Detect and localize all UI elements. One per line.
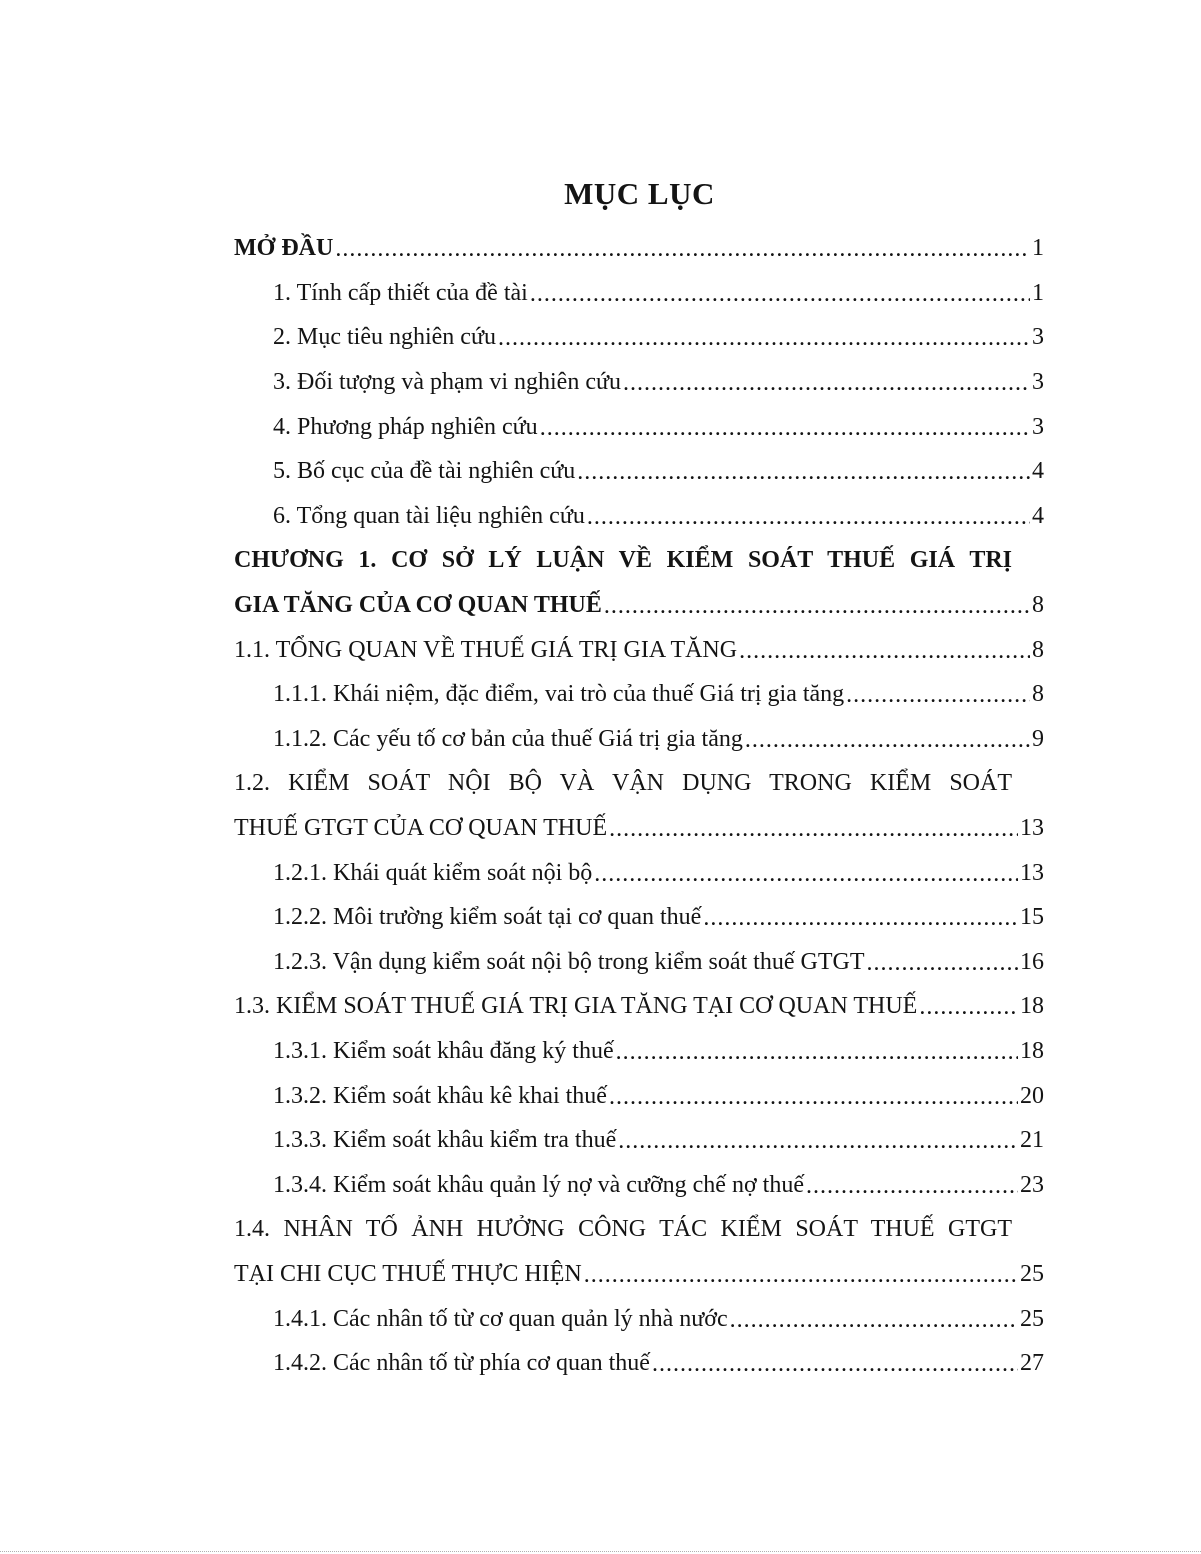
dot-leader xyxy=(609,817,1018,841)
toc-entry-text: 1.2.1. Khái quát kiểm soát nội bộ xyxy=(273,859,593,886)
toc-entry-text: 1.3. KIỂM SOÁT THUẾ GIÁ TRỊ GIA TĂNG TẠI CƠ QUAN THUẾ xyxy=(234,993,918,1020)
dot-leader xyxy=(730,1308,1018,1332)
toc-entry-text: 1. Tính cấp thiết của đề tài xyxy=(273,279,528,306)
toc-entry-1-3-2[interactable] xyxy=(234,1073,1044,1118)
dot-leader xyxy=(335,237,1030,261)
toc-entry-text: 1.2.3. Vận dụng kiểm soát nội bộ trong kiểm soát thuế GTGT xyxy=(273,948,865,975)
toc-entry-1-4-line-1[interactable] xyxy=(234,1207,1044,1252)
toc-entry-text: 1.1.2. Các yếu tố cơ bản của thuế Giá trị gia tăng xyxy=(273,725,743,752)
toc-entry-text: 1.3.3. Kiểm soát khâu kiểm tra thuế xyxy=(273,1127,617,1154)
dot-leader xyxy=(652,1352,1018,1376)
toc-page-number: 15 xyxy=(1020,904,1044,931)
dot-leader xyxy=(584,1263,1018,1287)
toc-entry-text: 1.2. KIỂM SOÁT NỘI BỘ VÀ VẬN DỤNG TRONG KIỂM SOÁT xyxy=(234,770,1012,797)
dot-leader xyxy=(540,416,1030,440)
toc-entry-1[interactable] xyxy=(234,271,1044,316)
toc-entry-text: 1.4.1. Các nhân tố từ cơ quan quản lý nhà nước xyxy=(273,1305,728,1332)
dot-leader xyxy=(745,728,1030,752)
toc-entry-text: 1.3.4. Kiểm soát khâu quản lý nợ và cưỡng chế nợ thuế xyxy=(273,1171,804,1198)
toc-entry-chuong-1-line-1[interactable] xyxy=(234,538,1044,583)
toc-page-number: 13 xyxy=(1020,859,1044,886)
toc-entry-text: 1.1.1. Khái niệm, đặc điểm, vai trò của thuế Giá trị gia tăng xyxy=(273,681,845,708)
toc-page-number: 18 xyxy=(1020,993,1044,1020)
toc-entry-text: TẠI CHI CỤC THUẾ THỰC HIỆN xyxy=(234,1260,582,1287)
toc-page-number: 13 xyxy=(1020,815,1044,842)
toc-entry-mo-dau[interactable] xyxy=(234,226,1044,271)
toc-entry-text: 1.2.2. Môi trường kiểm soát tại cơ quan thuế xyxy=(273,904,702,931)
dot-leader xyxy=(530,282,1030,306)
toc-page-number: 25 xyxy=(1020,1260,1044,1287)
toc-page-number: 1 xyxy=(1032,235,1044,262)
toc-entry-1-3[interactable] xyxy=(234,984,1044,1029)
toc-page-number: 8 xyxy=(1032,592,1044,619)
toc-entry-1-3-1[interactable] xyxy=(234,1029,1044,1074)
toc-page-number: 3 xyxy=(1032,413,1044,440)
toc-page-number: 9 xyxy=(1032,725,1044,752)
toc-entry-text: 1.3.2. Kiểm soát khâu kê khai thuế xyxy=(273,1082,607,1109)
toc-entry-text: CHƯƠNG 1. CƠ SỞ LÝ LUẬN VỀ KIỂM SOÁT THUẾ GIÁ TRỊ xyxy=(234,547,1012,574)
dot-leader xyxy=(616,1040,1018,1064)
toc-entry-5[interactable] xyxy=(234,449,1044,494)
page-title: MỤC LỤC xyxy=(564,176,715,211)
dot-leader xyxy=(609,1085,1018,1109)
dot-leader xyxy=(623,371,1030,395)
toc-page-number: 27 xyxy=(1020,1350,1044,1377)
toc-entry-text: 1.3.1. Kiểm soát khâu đăng ký thuế xyxy=(273,1037,614,1064)
toc-entry-4[interactable] xyxy=(234,404,1044,449)
toc-entry-text: MỞ ĐẦU xyxy=(234,235,334,262)
toc-page-number: 20 xyxy=(1020,1082,1044,1109)
dot-leader xyxy=(806,1174,1018,1198)
dot-leader xyxy=(618,1129,1018,1153)
toc-entry-text: 5. Bố cục của đề tài nghiên cứu xyxy=(273,458,576,485)
dot-leader xyxy=(594,862,1018,886)
toc-entry-text: 1.1. TỔNG QUAN VỀ THUẾ GIÁ TRỊ GIA TĂNG xyxy=(234,636,738,663)
toc-page-number: 8 xyxy=(1032,681,1044,708)
table-of-contents xyxy=(234,226,1044,1385)
toc-entry-1-3-4[interactable] xyxy=(234,1162,1044,1207)
dot-leader xyxy=(498,326,1030,350)
dot-leader xyxy=(919,995,1018,1019)
toc-page-number: 3 xyxy=(1032,324,1044,351)
toc-entry-text: 3. Đối tượng và phạm vi nghiên cứu xyxy=(273,369,621,396)
toc-entry-text: 2. Mục tiêu nghiên cứu xyxy=(273,324,496,351)
toc-entry-text: 4. Phương pháp nghiên cứu xyxy=(273,413,538,440)
toc-page-number: 25 xyxy=(1020,1305,1044,1332)
dot-leader xyxy=(703,906,1018,930)
toc-entry-1-1[interactable] xyxy=(234,627,1044,672)
dot-leader xyxy=(846,683,1030,707)
toc-entry-3[interactable] xyxy=(234,360,1044,405)
dot-leader xyxy=(577,460,1030,484)
toc-entry-6[interactable] xyxy=(234,494,1044,539)
toc-entry-1-2-1[interactable] xyxy=(234,850,1044,895)
toc-entry-text: 1.4.2. Các nhân tố từ phía cơ quan thuế xyxy=(273,1350,650,1377)
toc-page-number: 4 xyxy=(1032,502,1044,529)
dot-leader xyxy=(866,951,1018,975)
toc-page-number: 18 xyxy=(1020,1037,1044,1064)
toc-page-number: 23 xyxy=(1020,1171,1044,1198)
toc-entry-1-2-2[interactable] xyxy=(234,895,1044,940)
toc-entry-1-4-2[interactable] xyxy=(234,1341,1044,1386)
page-bottom-divider xyxy=(0,1551,1201,1553)
toc-entry-1-2-line-1[interactable] xyxy=(234,761,1044,806)
toc-entry-text: GIA TĂNG CỦA CƠ QUAN THUẾ xyxy=(234,592,602,619)
toc-entry-chuong-1-line-2[interactable] xyxy=(234,583,1044,628)
toc-page-number: 3 xyxy=(1032,369,1044,396)
dot-leader xyxy=(739,639,1030,663)
toc-page-number: 8 xyxy=(1032,636,1044,663)
toc-page-number: 21 xyxy=(1020,1127,1044,1154)
dot-leader xyxy=(604,594,1030,618)
toc-entry-text: THUẾ GTGT CỦA CƠ QUAN THUẾ xyxy=(234,815,608,842)
toc-entry-1-1-2[interactable] xyxy=(234,717,1044,762)
toc-entry-1-2-line-2[interactable] xyxy=(234,806,1044,851)
dot-leader xyxy=(587,505,1030,529)
toc-entry-text: 1.4. NHÂN TỐ ẢNH HƯỞNG CÔNG TÁC KIỂM SOÁT THUẾ GTGT xyxy=(234,1216,1012,1243)
toc-entry-1-1-1[interactable] xyxy=(234,672,1044,717)
toc-entry-1-4-1[interactable] xyxy=(234,1296,1044,1341)
toc-entry-text: 6. Tổng quan tài liệu nghiên cứu xyxy=(273,502,585,529)
toc-entry-1-4-line-2[interactable] xyxy=(234,1252,1044,1297)
toc-entry-2[interactable] xyxy=(234,315,1044,360)
toc-page-number: 1 xyxy=(1032,279,1044,306)
toc-page-number: 16 xyxy=(1020,948,1044,975)
toc-entry-1-2-3[interactable] xyxy=(234,940,1044,985)
toc-entry-1-3-3[interactable] xyxy=(234,1118,1044,1163)
toc-page-number: 4 xyxy=(1032,458,1044,485)
